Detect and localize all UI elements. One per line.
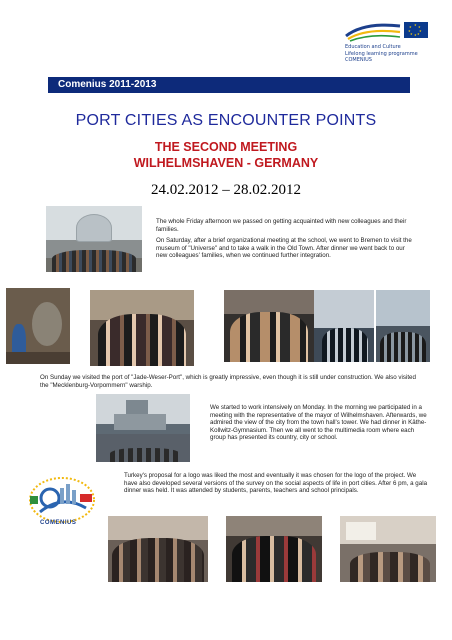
- photo-museum-stone: [6, 288, 70, 364]
- paragraph-saturday: On Saturday, after a brief organizational meeting at the school, we went to Bremen to visit the museum of "Universe" and to take a walk in the Old Town. After dinner we went back to our new colleagues' families, when we continued further integration.: [156, 237, 412, 260]
- paragraph-sunday: On Sunday we visited the port of "Jade-Weser-Port", which is greatly impressive, even though it is still under construction. We also visited the "Mecklenburg-Vorpommern" warship.: [40, 374, 416, 389]
- photo-girls-street: [224, 290, 314, 362]
- text-sunday: [40, 374, 424, 393]
- programme-line-3: COMENIUS: [345, 57, 372, 63]
- text-logo-dinner: [124, 472, 430, 499]
- lifelong-learning-logo: [344, 20, 402, 42]
- text-friday-saturday: [156, 218, 412, 264]
- paragraph-logo: Turkey's proposal for a logo was liked the most and eventually it was chosen for the logo of the project. We have also developed several versions of the survey on the social aspects of life in port cities. After 6 pm, a gala dinner was held. It was attended by students, parents, teachers and school principals.: [124, 472, 428, 495]
- programme-line-2: Lifelong learning programme: [345, 50, 418, 57]
- text-monday: [210, 404, 428, 446]
- comenius-band: Comenius 2011-2013: [48, 77, 410, 93]
- photo-multimedia-room: [108, 516, 208, 582]
- paragraph-friday: The whole Friday afternoon we passed on getting acquainted with new colleagues and their families.: [156, 218, 407, 233]
- photo-classroom: [340, 516, 436, 582]
- meeting-dates: 24.02.2012 – 28.02.2012: [151, 182, 301, 198]
- eu-flag-icon: ★ ★ ★ ★ ★ ★ ★ ★: [404, 22, 428, 38]
- comenius-logo-text: COMENIUS: [40, 520, 77, 526]
- photo-group-dome: [46, 206, 142, 272]
- programme-text: [345, 44, 418, 64]
- photo-warship: [96, 394, 190, 462]
- page-title: PORT CITIES AS ENCOUNTER POINTS: [75, 112, 377, 129]
- subtitle-meeting: THE SECOND MEETING: [154, 140, 298, 154]
- subtitle-location: WILHELMSHAVEN - GERMANY: [133, 156, 319, 170]
- photo-harbor-walk: [376, 290, 430, 362]
- programme-line-1: Education and Culture: [345, 44, 401, 50]
- photo-harbor-ceremony: [314, 290, 374, 362]
- photo-gala-group: [226, 516, 322, 582]
- paragraph-monday: We started to work intensively on Monday. In the morning we participated in a meeting with the representative of the mayor of Wilhelmshaven. Afterwards, we admired the view of the city from the town hall's tower. We had dinner in Käthe-Kollwitz-Gymnasium. Then we all went to the multimedia room where each group has presented its country, city or school.: [210, 404, 427, 442]
- photo-students-indoor: [90, 290, 194, 366]
